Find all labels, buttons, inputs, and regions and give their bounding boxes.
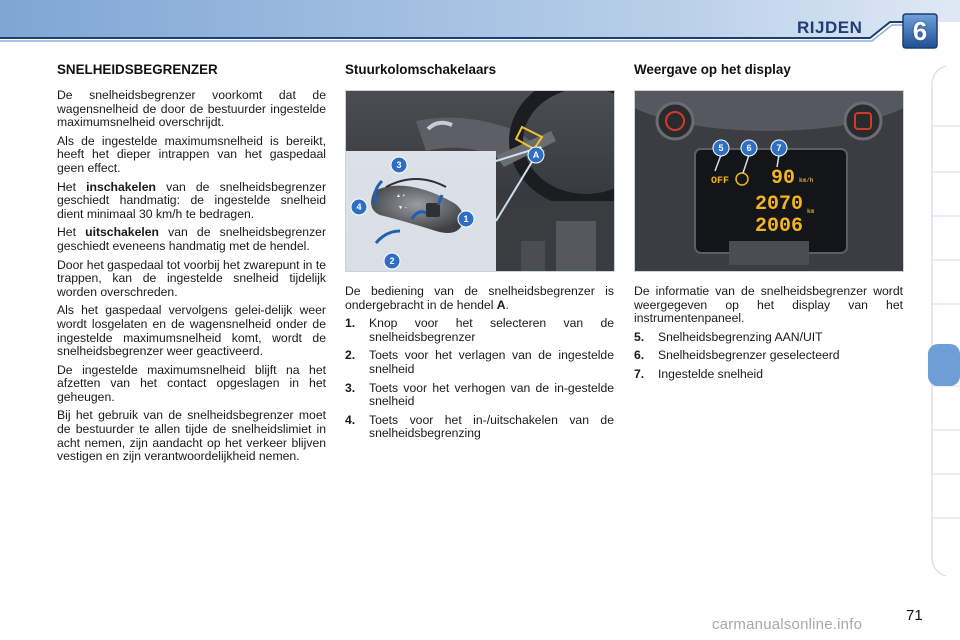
photo-label-3: 3 <box>396 160 402 170</box>
photo-label-4: 4 <box>356 202 362 212</box>
instrument-display-photo <box>634 90 904 272</box>
svg-text:▼ −: ▼ − <box>398 205 408 211</box>
callout-5: 5 <box>718 143 724 153</box>
steering-column-photo <box>345 90 615 272</box>
list-item: 6. Snelheidsbegrenzer geselecteerd <box>634 348 840 363</box>
photo-label-1: 1 <box>463 214 469 224</box>
list-item: 3. Toets voor het verhogen van de in-gestelde snelheid <box>345 380 614 409</box>
list-item: 1. Knop voor het selecteren van de snelheidsbegrenzer <box>345 316 614 344</box>
section-heading-snelheidsbegrenzer: SNELHEIDSBEGRENZER <box>57 62 218 77</box>
display-list <box>634 331 903 382</box>
list-item: 5. Snelheidsbegrenzing AAN/UIT <box>634 329 823 344</box>
display-off-indicator: OFF <box>711 176 730 187</box>
svg-text:▲ +: ▲ + <box>396 193 406 199</box>
paragraph: Als de ingestelde maximumsnelheid is bereikt, heeft het dieper intrappen van het gaspedaal geen effect. <box>57 133 326 175</box>
display-set-speed: 90 <box>771 167 796 190</box>
paragraph: De ingestelde maximumsnelheid blijft na het afzetten van het contact opgeslagen in het geheugen. <box>57 362 326 404</box>
photo-label-2: 2 <box>389 256 395 266</box>
chapter-tabs <box>926 66 960 576</box>
page-number: 71 <box>906 607 923 624</box>
column-1-text <box>57 89 326 469</box>
paragraph: De informatie van de snelheidsbegrenzer wordt weergegeven op het display van het instrumentenpaneel. <box>634 284 903 326</box>
chapter-number: 6 <box>912 16 928 46</box>
watermark-link[interactable]: carmanualsonline.info <box>712 616 863 633</box>
list-item: 7. Ingestelde snelheid <box>634 366 764 381</box>
list-item: 2. Toets voor het verlagen van de ingestelde snelheid <box>345 348 614 376</box>
display-distance-unit: km <box>807 208 815 215</box>
control-list <box>345 317 614 441</box>
photo-label-a: A <box>532 150 540 160</box>
chapter-title: RIJDEN <box>797 18 863 37</box>
paragraph: De bediening van de snelheidsbegrenzer is ondergebracht in de hendel A. <box>345 284 614 312</box>
section-heading-weergave: Weergave op het display <box>634 62 791 77</box>
paragraph: Bij het gebruik van de snelheidsbegrenzer moet de bestuurder te allen tijde de snelheidslimiet in acht nemen, zijn aandacht op het verkeer blijven vestigen en zijn verantwoordelijkheid nemen. <box>57 408 326 464</box>
column-3-text <box>634 285 903 387</box>
paragraph: Door het gaspedaal tot voorbij het zwarepunt in te trappen, kan de ingestelde snelheid tijdelijk worden overschreden. <box>57 257 326 299</box>
callout-7: 7 <box>776 143 782 153</box>
section-heading-stuurkolomschakelaars: Stuurkolomschakelaars <box>345 62 497 77</box>
column-2-text <box>345 285 614 446</box>
display-odometer: 2070 <box>755 193 804 216</box>
paragraph: Als het gaspedaal vervolgens gelei-delijk weer wordt losgelaten en de wagensnelheid onder de ingestelde maximumsnelheid komt, wordt de snelheidsbegrenzer weer geactiveerd. <box>57 303 326 359</box>
paragraph: De snelheidsbegrenzer voorkomt dat de wagensnelheid de door de bestuurder ingestelde maximumsnelheid overschrijdt. <box>57 88 326 130</box>
paragraph: Het uitschakelen van de snelheidsbegrenzer geschiedt eveneens handmatig met de hendel. <box>57 225 326 253</box>
display-trip: 2006 <box>755 215 804 238</box>
paragraph: Het inschakelen van de snelheidsbegrenzer geschiedt handmatig: de ingestelde snelheid dient minimaal 30 km/h te bedragen. <box>57 179 326 221</box>
display-speed-unit: km/h <box>799 177 814 184</box>
callout-6: 6 <box>746 143 752 153</box>
list-item: 4. Toets voor het in-/uitschakelen van de snelheidsbegrenzing <box>345 412 614 441</box>
